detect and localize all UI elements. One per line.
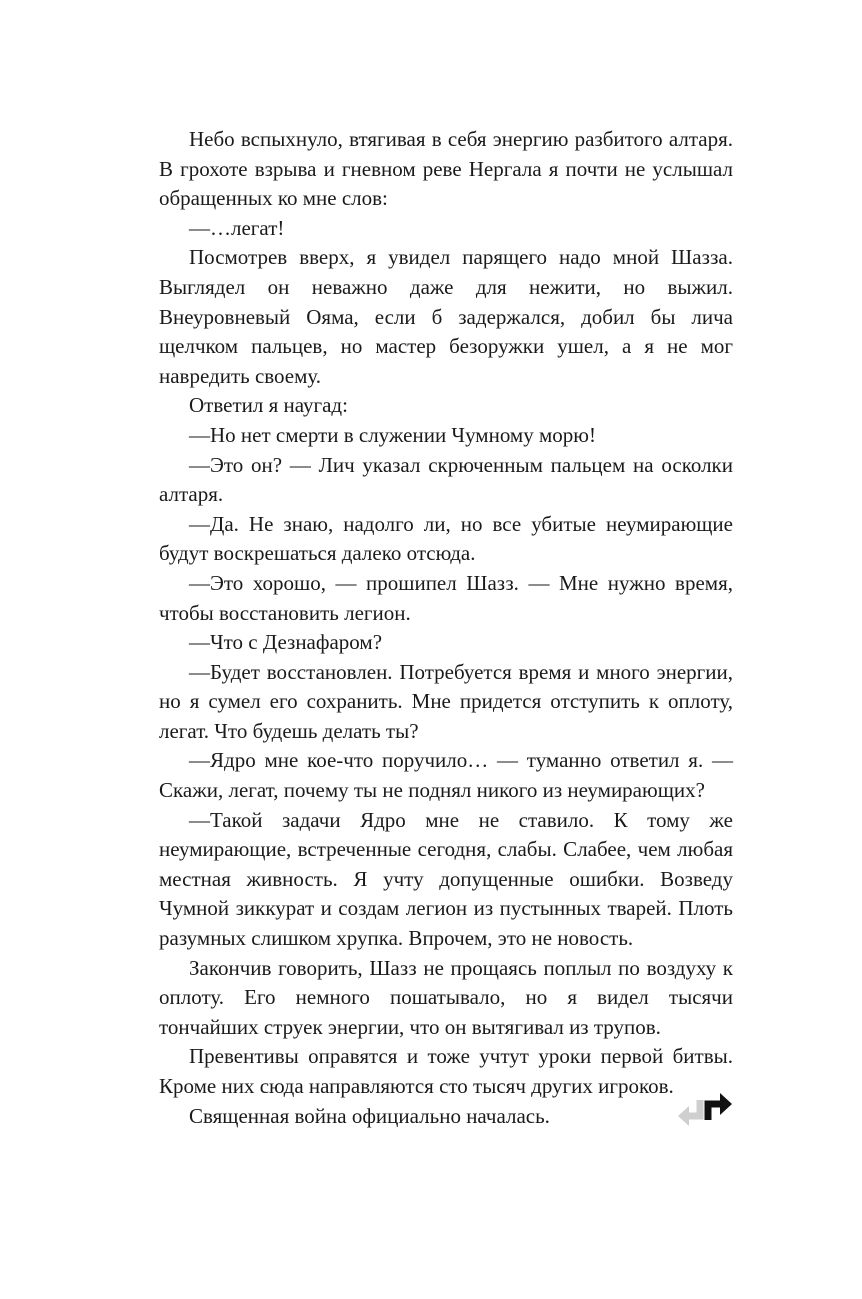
paragraph: Небо вспыхнуло, втягивая в себя энергию разбитого алтаря. В грохоте взрыва и гневном реве Нергала я почти не услышал обращенных ко мне слов: bbox=[159, 127, 733, 211]
paragraph: —Будет восстановлен. Потребуется время и много энергии, но я сумел его сохранить. Мне придется отступить к оплоту, легат. Что будешь делать ты? bbox=[159, 659, 733, 743]
paragraph: —Да. Не знаю, надолго ли, но все убитые неумирающие будут воскрешаться далеко отсюда. bbox=[159, 511, 733, 566]
page-nav bbox=[674, 1086, 736, 1134]
back-arrow-icon[interactable] bbox=[678, 1100, 700, 1126]
paragraph: Священная война официально началась. bbox=[189, 1103, 550, 1128]
paragraph: —Это хорошо, — прошипел Шазз. — Мне нужно время, чтобы восстановить легион. bbox=[159, 570, 733, 625]
paragraph: —Но нет смерти в служении Чумному морю! bbox=[189, 422, 596, 447]
paragraph: —Ядро мне кое-что поручило… — туманно ответил я. — Скажи, легат, почему ты не поднял никого из неумирающих? bbox=[159, 748, 733, 803]
nav-arrows-graphic bbox=[674, 1086, 736, 1134]
paragraph: Ответил я наугад: bbox=[189, 393, 348, 418]
paragraph: Посмотрев вверх, я увидел парящего надо мной Шазза. Выглядел он неважно даже для нежити, но выжил. Внеуровневый Ояма, если б задержался, добил бы лича щелчком пальцев, но мастер безоружки ушел, а я не мог навредить своему. bbox=[159, 245, 733, 388]
forward-arrow-icon[interactable] bbox=[708, 1093, 732, 1120]
paragraph: Превентивы оправятся и тоже учтут уроки первой битвы. Кроме них сюда направляются сто тысяч других игроков. bbox=[159, 1044, 733, 1098]
paragraph: —Такой задачи Ядро мне не ставило. К тому же неумирающие, встреченные сегодня, слабы. Слабее, чем любая местная живность. Я учту допущенные ошибки. Возведу Чумной зиккурат и создам легион из пустынных тварей. Плоть разумных слишком хрупка. Впрочем, это не новость. bbox=[159, 807, 733, 951]
paragraph: —Что с Дезнафаром? bbox=[189, 630, 383, 655]
paragraph: —…легат! bbox=[189, 215, 285, 240]
paragraph: —Это он? — Лич указал скрюченным пальцем на осколки алтаря. bbox=[159, 452, 733, 507]
page-text bbox=[159, 125, 733, 1131]
paragraph: Закончив говорить, Шазз не прощаясь поплыл по воздуху к оплоту. Его немного пошатывало, но я видел тысячи тончайших струек энергии, что он вытягивал из трупов. bbox=[159, 955, 733, 1039]
